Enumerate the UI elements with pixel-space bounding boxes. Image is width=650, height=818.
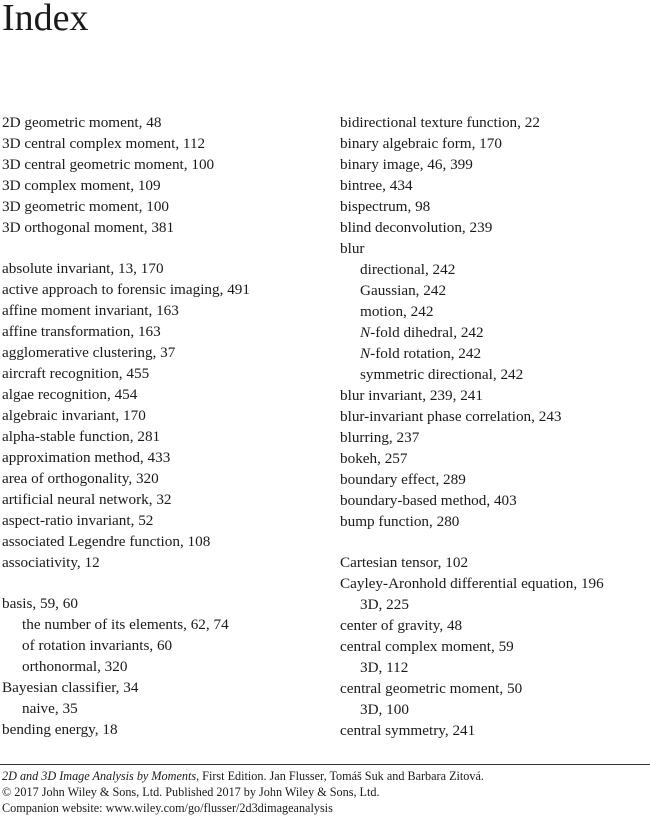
index-entry-text: 3D complex moment, 109: [2, 177, 161, 194]
index-entry: [2, 447, 322, 468]
index-entry: [2, 531, 322, 552]
index-entry: [2, 510, 322, 531]
edition-authors: , First Edition. Jan Flusser, Tomáš Suk and Barbara Zitová.: [196, 769, 484, 783]
index-entry-text: approximation method, 433: [2, 449, 171, 466]
index-entry: [340, 385, 648, 406]
index-subentry: [340, 322, 648, 343]
index-entry-text: bump function, 280: [340, 513, 460, 530]
index-subentry: [340, 699, 648, 720]
index-entry-text: 3D geometric moment, 100: [2, 198, 170, 215]
index-entry-text: alpha-stable function, 281: [2, 428, 161, 445]
index-entry: [2, 468, 322, 489]
index-subentry: [340, 657, 648, 678]
index-entry: [340, 720, 648, 741]
index-entry-text: blurring, 237: [340, 429, 420, 446]
index-subentry: [2, 635, 322, 656]
index-entry-text: center of gravity, 48: [340, 617, 463, 634]
index-entry: [2, 154, 322, 175]
index-entry-text: 3D central geometric moment, 100: [2, 156, 215, 173]
index-entry-text: motion, 242: [360, 303, 434, 320]
index-entry: [2, 300, 322, 321]
index-group: [340, 552, 648, 741]
index-entry-text: orthonormal, 320: [22, 658, 128, 675]
index-entry: [340, 133, 648, 154]
index-entry-text: central symmetry, 241: [340, 722, 476, 739]
index-entry-text: affine transformation, 163: [2, 323, 161, 340]
index-entry: [340, 615, 648, 636]
index-entry-text: artificial neural network, 32: [2, 491, 172, 508]
index-entry: [2, 112, 322, 133]
index-entry-text: bokeh, 257: [340, 450, 408, 467]
index-entry: [340, 678, 648, 699]
index-entry: [2, 384, 322, 405]
index-entry-text: active approach to forensic imaging, 491: [2, 281, 250, 298]
footer-citation: [2, 768, 484, 784]
index-entry: [2, 321, 322, 342]
index-entry: [2, 196, 322, 217]
index-entry: [2, 405, 322, 426]
index-column-right: [340, 112, 648, 741]
index-group: [340, 112, 648, 532]
footer: [2, 768, 484, 816]
index-entry-text: 2D geometric moment, 48: [2, 114, 162, 131]
index-entry: [2, 279, 322, 300]
index-group: [2, 593, 322, 740]
index-entry-text: absolute invariant, 13, 170: [2, 260, 164, 277]
index-entry: [340, 112, 648, 133]
index-entry-text: 3D, 112: [360, 659, 409, 676]
index-entry-text: blind deconvolution, 239: [340, 219, 493, 236]
index-entry-text: naive, 35: [22, 700, 78, 717]
footer-copyright: © 2017 John Wiley & Sons, Ltd. Published 2017 by John Wiley & Sons, Ltd.: [2, 785, 380, 799]
index-group: [2, 258, 322, 573]
index-entry-text: bidirectional texture function, 22: [340, 114, 540, 131]
index-entry: [340, 448, 648, 469]
index-entry-text: Cayley-Aronhold differential equation, 196: [340, 575, 604, 592]
index-entry: [2, 258, 322, 279]
index-entry: [340, 469, 648, 490]
index-entry-text: Cartesian tensor, 102: [340, 554, 469, 571]
index-entry-text: agglomerative clustering, 37: [2, 344, 176, 361]
index-entry: [340, 238, 648, 259]
index-subentry: [2, 614, 322, 635]
index-entry-text: 3D central complex moment, 112: [2, 135, 206, 152]
index-entry-text: aspect-ratio invariant, 52: [2, 512, 154, 529]
index-subentry: [340, 259, 648, 280]
index-subentry: [340, 301, 648, 322]
index-entry: [2, 175, 322, 196]
index-entry: [2, 719, 322, 740]
index-entry: [340, 490, 648, 511]
index-entry-text: binary algebraic form, 170: [340, 135, 502, 152]
index-entry-text: 3D orthogonal moment, 381: [2, 219, 175, 236]
index-entry-text: -fold dihedral, 242: [370, 324, 484, 341]
index-entry-text: directional, 242: [360, 261, 456, 278]
index-entry-text: central complex moment, 59: [340, 638, 514, 655]
index-subentry: [340, 280, 648, 301]
index-entry-text: bending energy, 18: [2, 721, 118, 738]
index-entry-text: Bayesian classifier, 34: [2, 679, 139, 696]
index-entry-text: blur-invariant phase correlation, 243: [340, 408, 562, 425]
page-title: Index: [2, 0, 89, 39]
index-subentry: [2, 656, 322, 677]
index-entry-text: associated Legendre function, 108: [2, 533, 211, 550]
index-entry-text: aircraft recognition, 455: [2, 365, 150, 382]
index-subentry: [340, 594, 648, 615]
index-entry: [340, 511, 648, 532]
index-entry: [340, 427, 648, 448]
index-entry: [340, 636, 648, 657]
book-title: 2D and 3D Image Analysis by Moments: [2, 769, 197, 783]
index-entry-text: boundary-based method, 403: [340, 492, 517, 509]
index-subentry: [2, 698, 322, 719]
index-entry: [2, 677, 322, 698]
index-entry: [340, 552, 648, 573]
index-column-left: [2, 112, 322, 740]
index-entry-text: affine moment invariant, 163: [2, 302, 179, 319]
index-entry: [340, 406, 648, 427]
index-entry: [2, 133, 322, 154]
index-entry-text: the number of its elements, 62, 74: [22, 616, 229, 633]
index-entry-text: associativity, 12: [2, 554, 100, 571]
index-entry: [340, 573, 648, 594]
index-entry: [2, 593, 322, 614]
index-entry-variable: N: [360, 345, 371, 362]
index-entry: [340, 196, 648, 217]
index-entry-text: bispectrum, 98: [340, 198, 431, 215]
index-entry: [340, 175, 648, 196]
index-entry-text: algae recognition, 454: [2, 386, 138, 403]
index-entry: [340, 217, 648, 238]
index-entry-text: area of orthogonality, 320: [2, 470, 159, 487]
index-entry-text: blur: [340, 240, 365, 257]
index-entry-text: 3D, 100: [360, 701, 409, 718]
index-entry: [2, 217, 322, 238]
index-entry: [2, 342, 322, 363]
index-entry-text: binary image, 46, 399: [340, 156, 473, 173]
index-subentry: [340, 364, 648, 385]
index-entry-variable: N: [360, 324, 371, 341]
index-entry-text: of rotation invariants, 60: [22, 637, 173, 654]
index-entry-text: bintree, 434: [340, 177, 413, 194]
index-entry-text: central geometric moment, 50: [340, 680, 523, 697]
index-entry-text: blur invariant, 239, 241: [340, 387, 483, 404]
index-entry-text: algebraic invariant, 170: [2, 407, 146, 424]
index-entry-text: 3D, 225: [360, 596, 409, 613]
index-entry: [2, 363, 322, 384]
index-subentry: [340, 343, 648, 364]
index-entry-text: boundary effect, 289: [340, 471, 466, 488]
index-entry-text: symmetric directional, 242: [360, 366, 524, 383]
index-entry-text: Gaussian, 242: [360, 282, 447, 299]
index-group: [2, 112, 322, 238]
index-entry-text: basis, 59, 60: [2, 595, 78, 612]
index-entry-text: -fold rotation, 242: [370, 345, 482, 362]
footer-companion-website: Companion website: www.wiley.com/go/flusser/2d3dimageanalysis: [2, 801, 333, 815]
index-entry: [340, 154, 648, 175]
footer-divider: [0, 764, 650, 765]
index-entry: [2, 552, 322, 573]
index-entry: [2, 426, 322, 447]
index-entry: [2, 489, 322, 510]
